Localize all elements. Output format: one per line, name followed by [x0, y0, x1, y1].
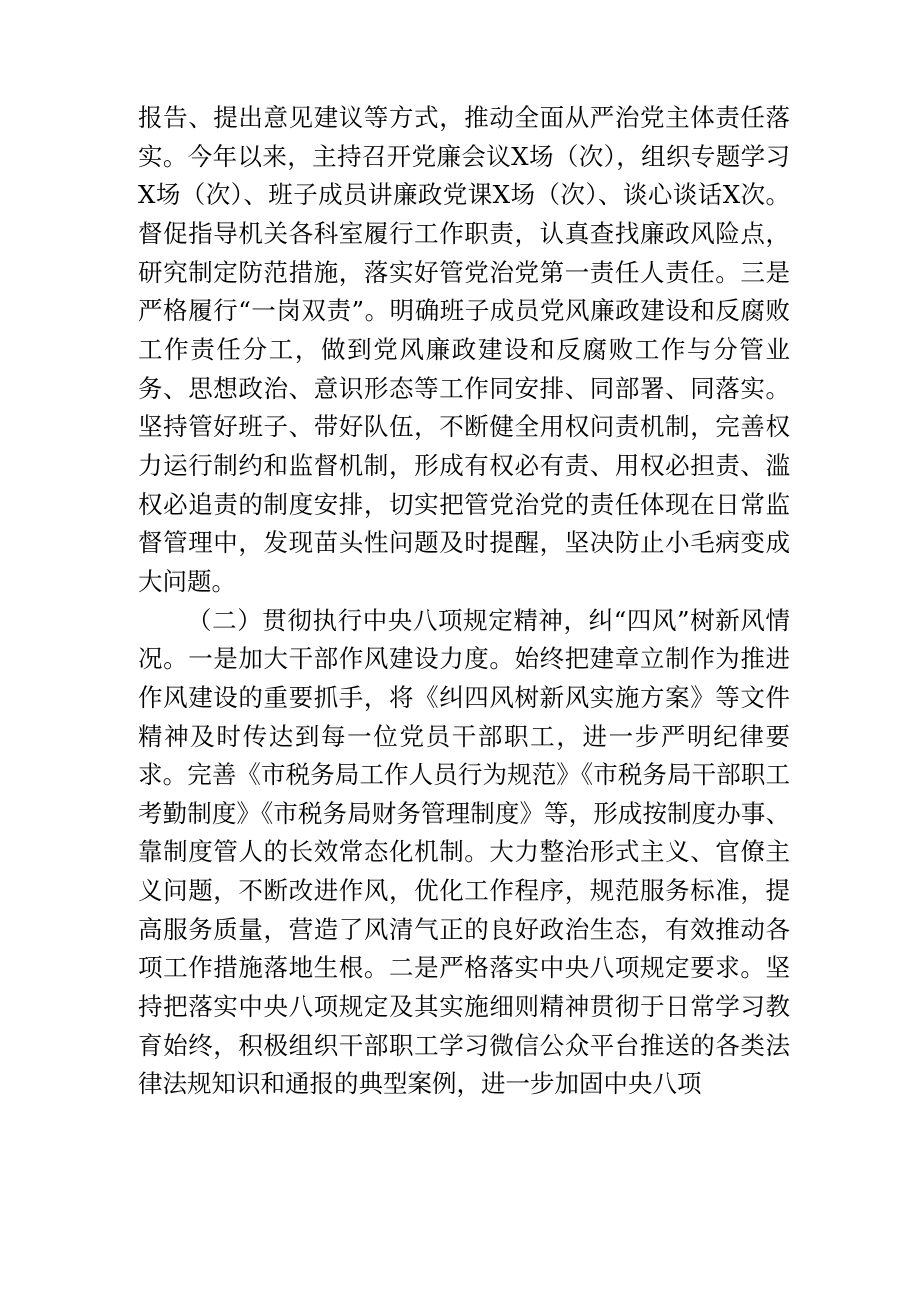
paragraph-section-two: （二）贯彻执行中央八项规定精神，纠“四风”树新风情况。一是加大干部作风建设力度。始终把建章立制作为推进作风建设的重要抓手，将《纠四风树新风实施方案》等文件精神及时传达到每一位党员干部职工，进一步严明纪律要求。完善《市税务局工作人员行为规范》《市税务局干部职工考勤制度》《市税务局财务管理制度》等，形成按制度办事、靠制度管人的长效常态化机制。大力整治形式主义、官僚主义问题，不断改进作风，优化工作程序，规范服务标准，提高服务质量，营造了风清气正的良好政治生态，有效推动各项工作措施落地生根。二是严格落实中央八项规定要求。坚持把落实中央八项规定及其实施细则精神贯彻于日常学习教育始终，积极组织干部职工学习微信公众平台推送的各类法律法规知识和通报的典型案例，进一步加固中央八项 [138, 605, 790, 1099]
paragraph-continued: 报告、提出意见建议等方式，推动全面从严治党主体责任落实。今年以来，主持召开党廉会议X场（次），组织专题学习X场（次）、班子成员讲廉政党课X场（次）、谈心谈话X次。督促指导机关各科室履行工作职责，认真查找廉政风险点，研究制定防范措施，落实好管党治党第一责任人责任。三是严格履行“一岗双责”。明确班子成员党风廉政建设和反腐败工作责任分工，做到党风廉政建设和反腐败工作与分管业务、思想政治、意识形态等工作同安排、同部署、同落实。坚持管好班子、带好队伍，不断健全用权问责机制，完善权力运行制约和监督机制，形成有权必有责、用权必担责、滥权必追责的制度安排，切实把管党治党的责任体现在日常监督管理中，发现苗头性问题及时提醒，坚决防止小毛病变成大问题。 [138, 103, 790, 596]
document-body [138, 99, 790, 1104]
